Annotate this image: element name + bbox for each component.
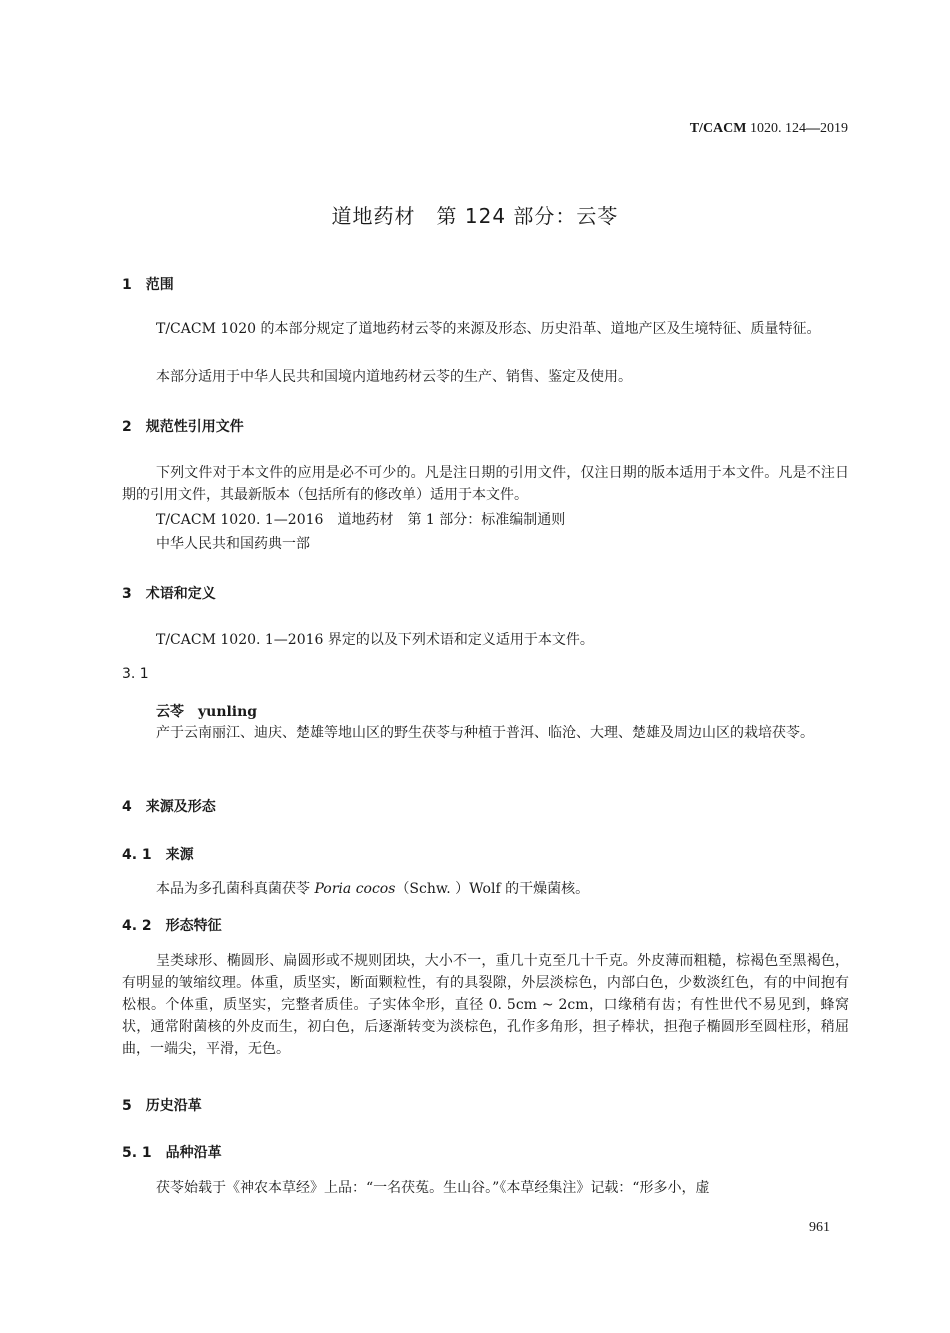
standard-code: T/CACM 1020. 124—2019	[689, 121, 848, 136]
latin-name: Poria cocos	[314, 881, 396, 897]
section-3-heading: 3 术语和定义	[122, 586, 216, 602]
reference-1: T/CACM 1020. 1—2016 道地药材 第 1 部分：标准编制通则	[156, 512, 566, 528]
section-3-paragraph-1: T/CACM 1020. 1—2016 界定的以及下列术语和定义适用于本文件。	[156, 632, 594, 648]
section-5-1-heading: 5. 1 品种沿革	[122, 1145, 222, 1161]
term-name: 云苓 yunling	[156, 704, 258, 720]
section-2-heading: 2 规范性引用文件	[122, 419, 244, 435]
section-1-paragraph-1: T/CACM 1020 的本部分规定了道地药材云苓的来源及形态、历史沿革、道地产区及生境特征、质量特征。	[156, 321, 821, 337]
document-title: 道地药材 第 124 部分：云苓	[331, 204, 619, 228]
section-1-heading: 1 范围	[122, 277, 174, 293]
morphology-paragraph: 呈类球形、椭圆形、扁圆形或不规则团块，大小不一，重几十克至几十千克。外皮薄而粗糙，棕褐色至黑褐色，有明显的皱缩纹理。体重，质坚实，断面颗粒性，有的具裂隙，外层淡棕色，内部白色，少数淡红色，有的中间抱有松根。个体重，质坚实，完整者质佳。子实体伞形，直径 0. 5cm ~ 2cm，口缘稍有齿；有性世代不易见到，蜂窝状，通常附菌核的外皮而生，初白色，后逐渐转变为淡棕色，孔作多角形，担子棒状，担孢子椭圆形至圆柱形，稍屈曲，一端尖，平滑，无色。	[122, 953, 849, 1057]
section-4-heading: 4 来源及形态	[122, 799, 216, 815]
source-paragraph: 本品为多孔菌科真菌茯苓 Poria cocos（Schw. ）Wolf 的干燥菌核。	[156, 881, 590, 897]
section-4-1-heading: 4. 1 来源	[122, 847, 194, 863]
section-1-paragraph-2: 本部分适用于中华人民共和国境内道地药材云苓的生产、销售、鉴定及使用。	[156, 369, 632, 385]
section-5-heading: 5 历史沿革	[122, 1098, 202, 1114]
reference-2: 中华人民共和国药典一部	[156, 536, 310, 552]
section-5-1-paragraph: 茯苓始载于《神农本草经》上品：“一名茯菟。生山谷。”《本草经集注》记载：“形多小，虚	[156, 1180, 710, 1196]
term-number: 3. 1	[122, 666, 149, 682]
section-4-2-heading: 4. 2 形态特征	[122, 918, 222, 934]
page-number: 961	[809, 1220, 830, 1235]
section-2-paragraph-1: 下列文件对于本文件的应用是必不可少的。凡是注日期的引用文件，仅注日期的版本适用于本文件。凡是不注日期的引用文件，其最新版本（包括所有的修改单）适用于本文件。	[122, 465, 849, 503]
term-definition: 产于云南丽江、迪庆、楚雄等地山区的野生茯苓与种植于普洱、临沧、大理、楚雄及周边山区的栽培茯苓。	[156, 725, 814, 741]
